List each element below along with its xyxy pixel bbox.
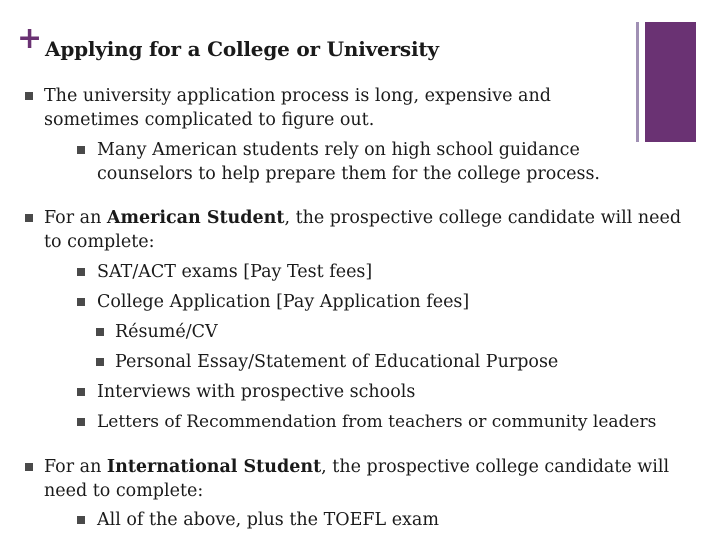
bullet-text: SAT/ACT exams [Pay Test fees]	[97, 262, 373, 282]
square-bullet-icon	[96, 358, 104, 366]
list-item	[77, 508, 697, 532]
bullet-text: College Application [Pay Application fees]	[97, 292, 470, 312]
bullet-text: Personal Essay/Statement of Educational Purpose	[115, 352, 559, 372]
bullet-text: For an International Student, the prospective college candidate will need to complete:	[44, 457, 670, 501]
list-item	[25, 206, 685, 254]
list-item	[77, 410, 697, 434]
square-bullet-icon	[77, 388, 85, 396]
square-bullet-icon	[96, 328, 104, 336]
list-item	[25, 84, 585, 132]
plus-icon: +	[17, 21, 43, 56]
bullet-text: The university application process is long, expensive and sometimes complicated to figure out.	[44, 86, 551, 130]
square-bullet-icon	[77, 418, 85, 426]
slide-title: Applying for a College or University	[45, 37, 439, 61]
list-item	[77, 260, 697, 284]
bullet-text: Interviews with prospective schools	[97, 382, 416, 402]
list-item	[77, 138, 637, 186]
square-bullet-icon	[77, 516, 85, 524]
list-item	[96, 350, 696, 374]
list-item	[25, 455, 685, 503]
bold-term: International Student	[106, 457, 322, 477]
square-bullet-icon	[25, 214, 33, 222]
square-bullet-icon	[77, 268, 85, 276]
square-bullet-icon	[25, 463, 33, 471]
square-bullet-icon	[77, 298, 85, 306]
square-bullet-icon	[25, 92, 33, 100]
bullet-text: For an American Student, the prospective college candidate will need to complete:	[44, 208, 682, 252]
decorative-block-bar	[645, 22, 696, 142]
bold-term: American Student	[106, 208, 285, 228]
bullet-text: Many American students rely on high school guidance counselors to help prepare them for the college process.	[97, 140, 600, 184]
bullet-text: All of the above, plus the TOEFL exam	[97, 510, 439, 530]
bullet-text: Letters of Recommendation from teachers or community leaders	[97, 412, 657, 432]
list-item	[77, 290, 697, 314]
list-item	[77, 380, 697, 404]
bullet-text: Résumé/CV	[115, 322, 218, 342]
square-bullet-icon	[77, 146, 85, 154]
decorative-thin-bar	[636, 22, 639, 142]
list-item	[96, 320, 696, 344]
